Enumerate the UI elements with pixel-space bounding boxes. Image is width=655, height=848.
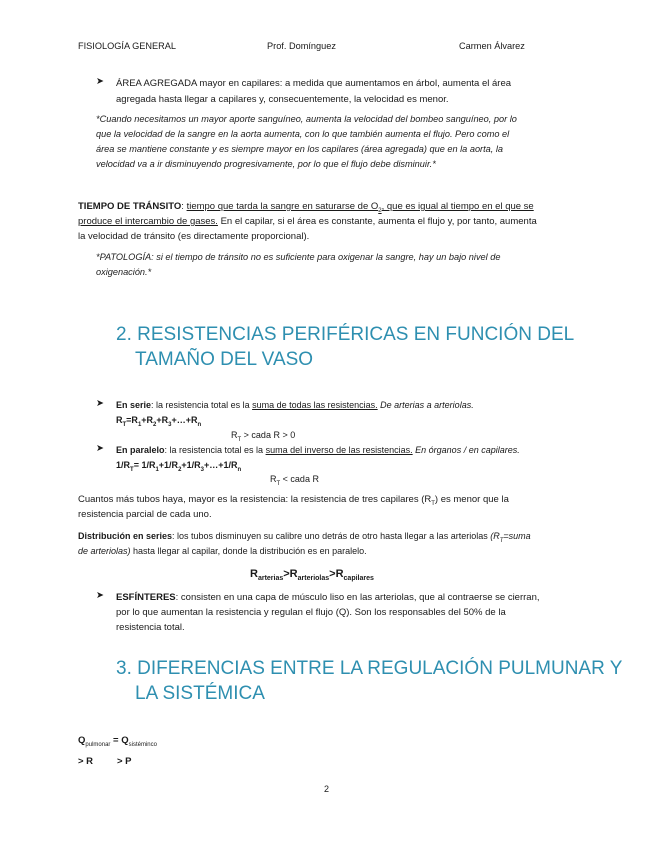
area-paragraph-line2: agregada hasta llegar a capilares y, consecuentemente, la velocidad es menor. bbox=[116, 94, 449, 105]
area-note-line1: *Cuando necesitamos un mayor aporte sanguíneo, aumenta la velocidad del bombeo sanguíneo, por lo bbox=[96, 114, 517, 124]
flow-compare-r: > R bbox=[78, 756, 94, 767]
tubes-line2: resistencia parcial de cada uno. bbox=[78, 509, 212, 520]
section2-heading-line2: TAMAÑO DEL VASO bbox=[135, 349, 314, 370]
paralelo-term: En paralelo bbox=[116, 445, 165, 455]
bullet-arrow-icon: ➤ bbox=[96, 590, 104, 601]
esfinteres-line3: resistencia total. bbox=[116, 622, 185, 633]
section2-heading-line1: 2. RESISTENCIAS PERIFÉRICAS EN FUNCIÓN DEL bbox=[116, 324, 575, 345]
transit-line3: la velocidad de tránsito (es directamente proporcional). bbox=[78, 231, 310, 242]
serie-term: En serie bbox=[116, 400, 152, 410]
header-professor: Prof. Domínguez bbox=[267, 41, 336, 51]
resistance-ordering: $R_{arterias}>R_{arteriolas}>R_{capilares}$ bbox=[250, 568, 374, 583]
tubes-line1: Cuantos más tubos haya, mayor es la resistencia: la resistencia de tres capilares $(R_T)$ es menor que la bbox=[78, 494, 509, 507]
paralelo-relation: $R_T$ < cada R bbox=[270, 474, 319, 487]
bullet-arrow-icon: ➤ bbox=[96, 76, 104, 87]
serie-relation: $R_T$ > cada R > 0 bbox=[231, 430, 296, 443]
serie-line: En serie: la resistencia total es la suma de todas las resistencias. De arterias a arteriolas. bbox=[116, 400, 474, 410]
flow-equation: $Q_{pulmonar} = Q_{sistéminco}$ bbox=[78, 735, 157, 748]
area-term: ÁREA AGREGADA bbox=[116, 78, 197, 89]
distrib-line1: Distribución en series: los tubos disminuyen su calibre uno detrás de otro hasta llegar a las arteriolas ($R_T=suma$ bbox=[78, 531, 531, 544]
bullet-arrow-icon: ➤ bbox=[96, 398, 104, 409]
paralelo-line: En paralelo: la resistencia total es la suma del inverso de las resistencias. En órganos / en capilares. bbox=[116, 445, 520, 455]
section3-heading-line1: 3. DIFERENCIAS ENTRE LA REGULACIÓN PULMUNAR Y bbox=[116, 658, 623, 679]
section3-heading-line2: LA SISTÉMICA bbox=[135, 683, 265, 704]
area-note-line4: velocidad va a ir disminuyendo progresivamente, por lo que el flujo debe disminuir.* bbox=[96, 159, 436, 169]
area-note-line3: área se mantiene constante y es siempre mayor en los capilares (área agregada) que en la aorta, la bbox=[96, 144, 504, 154]
header-author: Carmen Álvarez bbox=[459, 41, 525, 51]
area-note-line2: que la velocidad de la sangre en la aorta aumenta, con lo que también aumenta el flujo. Pero como el bbox=[96, 129, 510, 139]
flow-compare-p: > P bbox=[117, 756, 132, 767]
distrib-term: Distribución en series bbox=[78, 531, 173, 541]
transit-note-line1: *PATOLOGÍA: si el tiempo de tránsito no es suficiente para oxigenar la sangre, hay un bajo nivel de bbox=[96, 252, 501, 262]
area-paragraph: ÁREA AGREGADA mayor en capilares: a medida que aumentamos en árbol, aumenta el área bbox=[116, 78, 512, 89]
transit-note-line2: oxigenación.* bbox=[96, 267, 152, 277]
transit-line2: produce el intercambio de gases. En el capilar, si el área es constante, aumenta el flujo y, por tanto, aumenta bbox=[78, 216, 537, 227]
transit-term: TIEMPO DE TRÁNSITO bbox=[78, 201, 182, 212]
esfinteres-line2: por lo que aumentan la resistencia y regulan el flujo (Q). Son los responsables del 50% de la bbox=[116, 607, 506, 618]
serie-formula: $R_T=R_1+R_2+R_3+\dots+R_n$ bbox=[116, 415, 202, 428]
esfinteres-term: ESFÍNTERES bbox=[116, 592, 176, 603]
esfinteres-line1: ESFÍNTERES: consisten en una capa de músculo liso en las arteriolas, que al contraerse se cierran, bbox=[116, 592, 540, 603]
paralelo-formula: $1/R_T=$ $1/R_1+1/R_2+1/R_3+\dots+1/R_n$ bbox=[116, 460, 242, 473]
header-course: FISIOLOGÍA GENERAL bbox=[78, 41, 177, 51]
bullet-arrow-icon: ➤ bbox=[96, 443, 104, 454]
transit-line1: TIEMPO DE TRÁNSITO: tiempo que tarda la sangre en saturarse de $O_2$, que es igual al tiempo en el que se bbox=[78, 201, 534, 214]
distrib-line2: de arteriolas) hasta llegar al capilar, donde la distribución es en paralelo. bbox=[78, 546, 367, 556]
page-number: 2 bbox=[324, 784, 330, 794]
